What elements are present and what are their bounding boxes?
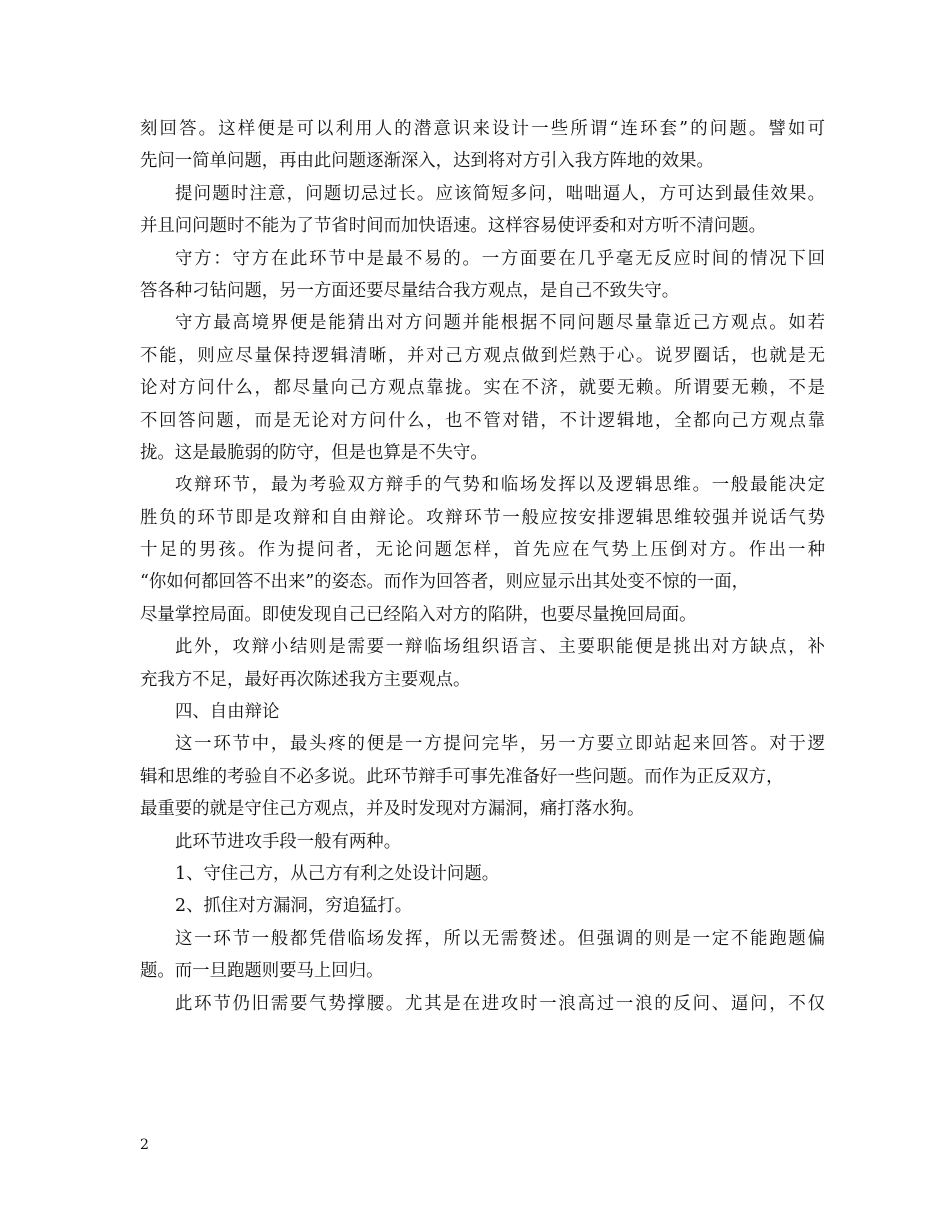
text-line: 刻回答。这样便是可以利用人的潜意识来设计一些所谓“连环套”的问题。譬如可 [140,119,825,139]
text-line: 题。而一旦跑题则要马上回归。 [140,961,384,982]
document-body [140,113,825,1020]
list-item: 1、守住己方，从己方有利之处设计问题。 [175,863,500,884]
text-line: 先问一简单问题，再由此问题逐渐深入，达到将对方引入我方阵地的效果。 [140,151,714,172]
text-line: 论对方问什么，都尽量向己方观点靠拢。实在不济，就要无赖。所谓要无赖，不是 [140,378,825,399]
text-line: 并且问问题时不能为了节省时间而加快语速。这样容易使评委和对方听不清问题。 [140,216,767,237]
text-line: 此环节仍旧需要气势撑腰。尤其是在进攻时一浪高过一浪的反问、逼问，不仅 [175,993,825,1014]
text-line: 这一环节一般都凭借临场发挥，所以无需赘述。但强调的则是一定不能跑题偏 [175,928,825,949]
text-line: 攻辩环节，最为考验双方辩手的气势和临场发挥以及逻辑思维。一般最能决定 [175,475,825,496]
text-line: 此外，攻辩小结则是需要一辩临场组织语言、主要职能便是挑出对方缺点，补 [175,637,825,658]
text-line: 胜负的环节即是攻辩和自由辩论。攻辩环节一般应按安排逻辑思维较强并说话气势 [140,507,825,528]
text-line: 守方：守方在此环节中是最不易的。一方面要在几乎毫无反应时间的情况下回 [175,248,825,269]
text-line: 守方最高境界便是能猜出对方问题并能根据不同问题尽量靠近己方观点。如若 [175,313,825,334]
text-line: 十足的男孩。作为提问者，无论问题怎样，首先应在气势上压倒对方。作出一种 [140,540,825,561]
text-line: 答各种刁钻问题，另一方面还要尽量结合我方观点，是自己不致失守。 [140,280,680,301]
text-line: 不能，则应尽量保持逻辑清晰，并对己方观点做到烂熟于心。说罗圈话，也就是无 [140,345,825,366]
section-heading: 四、自由辩论 [175,702,280,723]
text-line: 提问题时注意，问题切忌过长。应该简短多问，咄咄逼人，方可达到最佳效果。 [175,183,825,204]
text-line: 充我方不足，最好再次陈述我方主要观点。 [140,669,471,690]
text-line: 最重要的就是守住己方观点，并及时发现对方漏洞，痛打落水狗。 [140,799,645,820]
text-line: 尽量掌控局面。即使发现自己已经陷入对方的陷阱，也要尽量挽回局面。 [140,604,697,625]
list-item: 2、抓住对方漏洞，穷追猛打。 [175,896,413,917]
text-line: 此环节进攻手段一般有两种。 [175,831,402,852]
text-line: 辑和思维的考验自不必多说。此环节辩手可事先准备好一些问题。而作为正反双方， [140,766,784,787]
text-line: 这一环节中，最头疼的便是一方提问完毕，另一方要立即站起来回答。对于逻 [175,734,825,755]
text-line: 拢。这是最脆弱的防守，但是也算是不失守。 [140,442,488,463]
page-number: 2 [140,1137,149,1153]
text-line: “你如何都回答不出来”的姿态。而作为回答者，则应显示出其处变不惊的一面， [140,572,750,593]
text-line: 不回答问题，而是无论对方问什么，也不管对错，不计逻辑地，全都向己方观点靠 [140,410,825,431]
